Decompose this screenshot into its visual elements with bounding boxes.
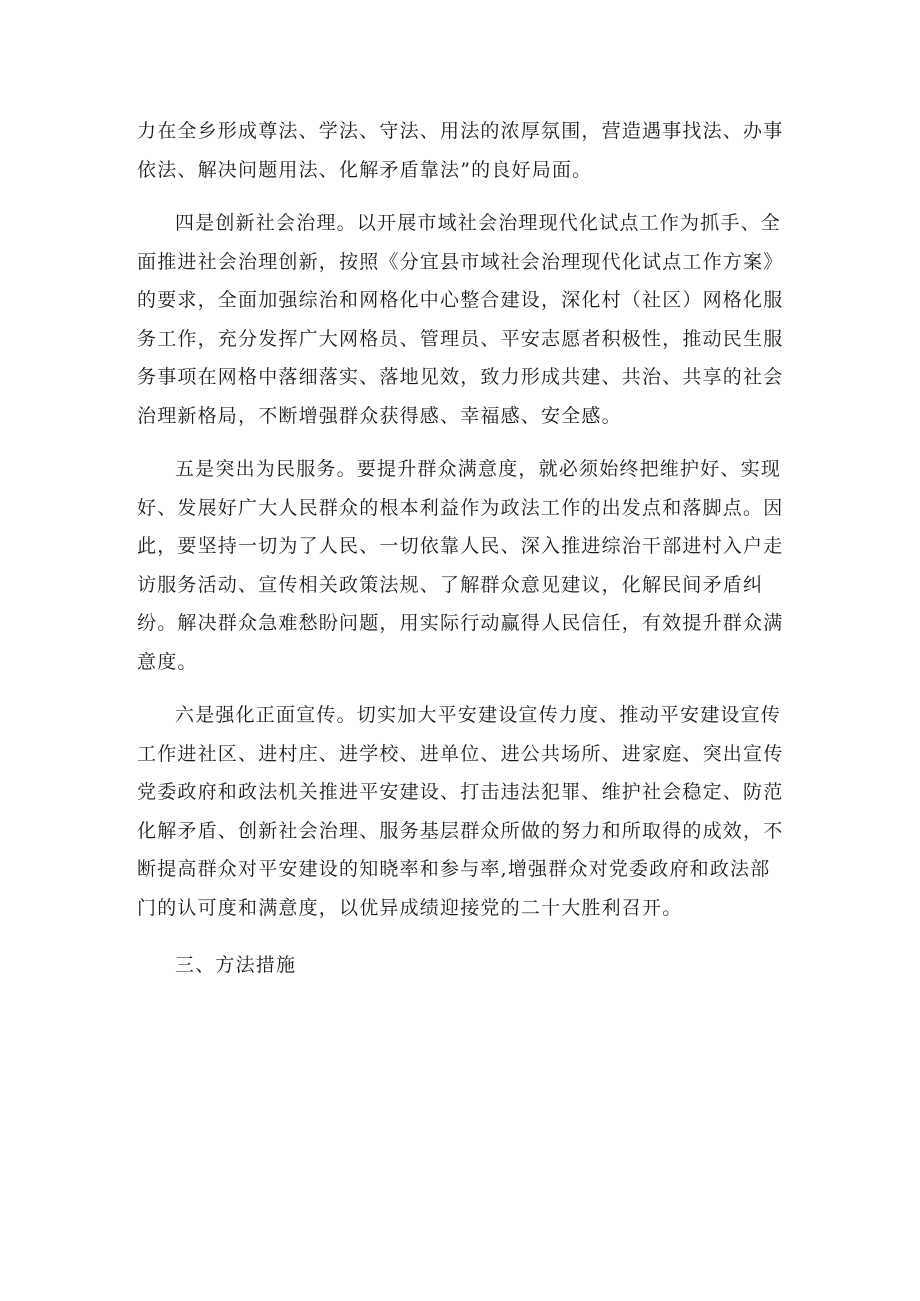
- paragraph-social-governance: 四是创新社会治理。以开展市域社会治理现代化试点工作为抓手、全面推进社会治理创新，按照《分宜县市域社会治理现代化试点工作方案》的要求，全面加强综治和网格化中心整合建设，深化村（社区）网格化服务工作，充分发挥广大网格员、管理员、平安志愿者积极性，推动民生服务事项在网格中落细落实、落地见效，致力形成共建、共治、共享的社会治理新格局，不断增强群众获得感、幸福感、安全感。: [137, 212, 784, 427]
- document-page: [137, 112, 789, 984]
- paragraph-public-service: 五是突出为民服务。要提升群众满意度，就必须始终把维护好、实现好、发展好广大人民群众的根本利益作为政法工作的出发点和落脚点。因此，要坚持一切为了人民、一切依靠人民、深入推进综治干部进村入户走访服务活动、宣传相关政策法规、了解群众意见建议，化解民间矛盾纠纷。解决群众急难愁盼问题，用实际行动赢得人民信任，有效提升群众满意度。: [137, 458, 784, 673]
- paragraph-publicity: 六是强化正面宣传。切实加大平安建设宣传力度、推动平安建设宣传工作进社区、进村庄、进学校、进单位、进公共场所、进家庭、突出宣传党委政府和政法机关推进平安建设、打击违法犯罪、维护社会稳定、防范化解矛盾、创新社会治理、服务基层群众所做的努力和所取得的成效，不断提高群众对平安建设的知晓率和参与率,增强群众对党委政府和政法部门的认可度和满意度，以优异成绩迎接党的二十大胜利召开。: [137, 704, 784, 919]
- section-heading: 三、方法措施: [175, 954, 297, 976]
- paragraph-continuation: 力在全乡形成尊法、学法、守法、用法的浓厚氛围，营造遇事找法、办事依法、解决问题用法、化解矛盾靠法”的良好局面。: [137, 120, 784, 181]
